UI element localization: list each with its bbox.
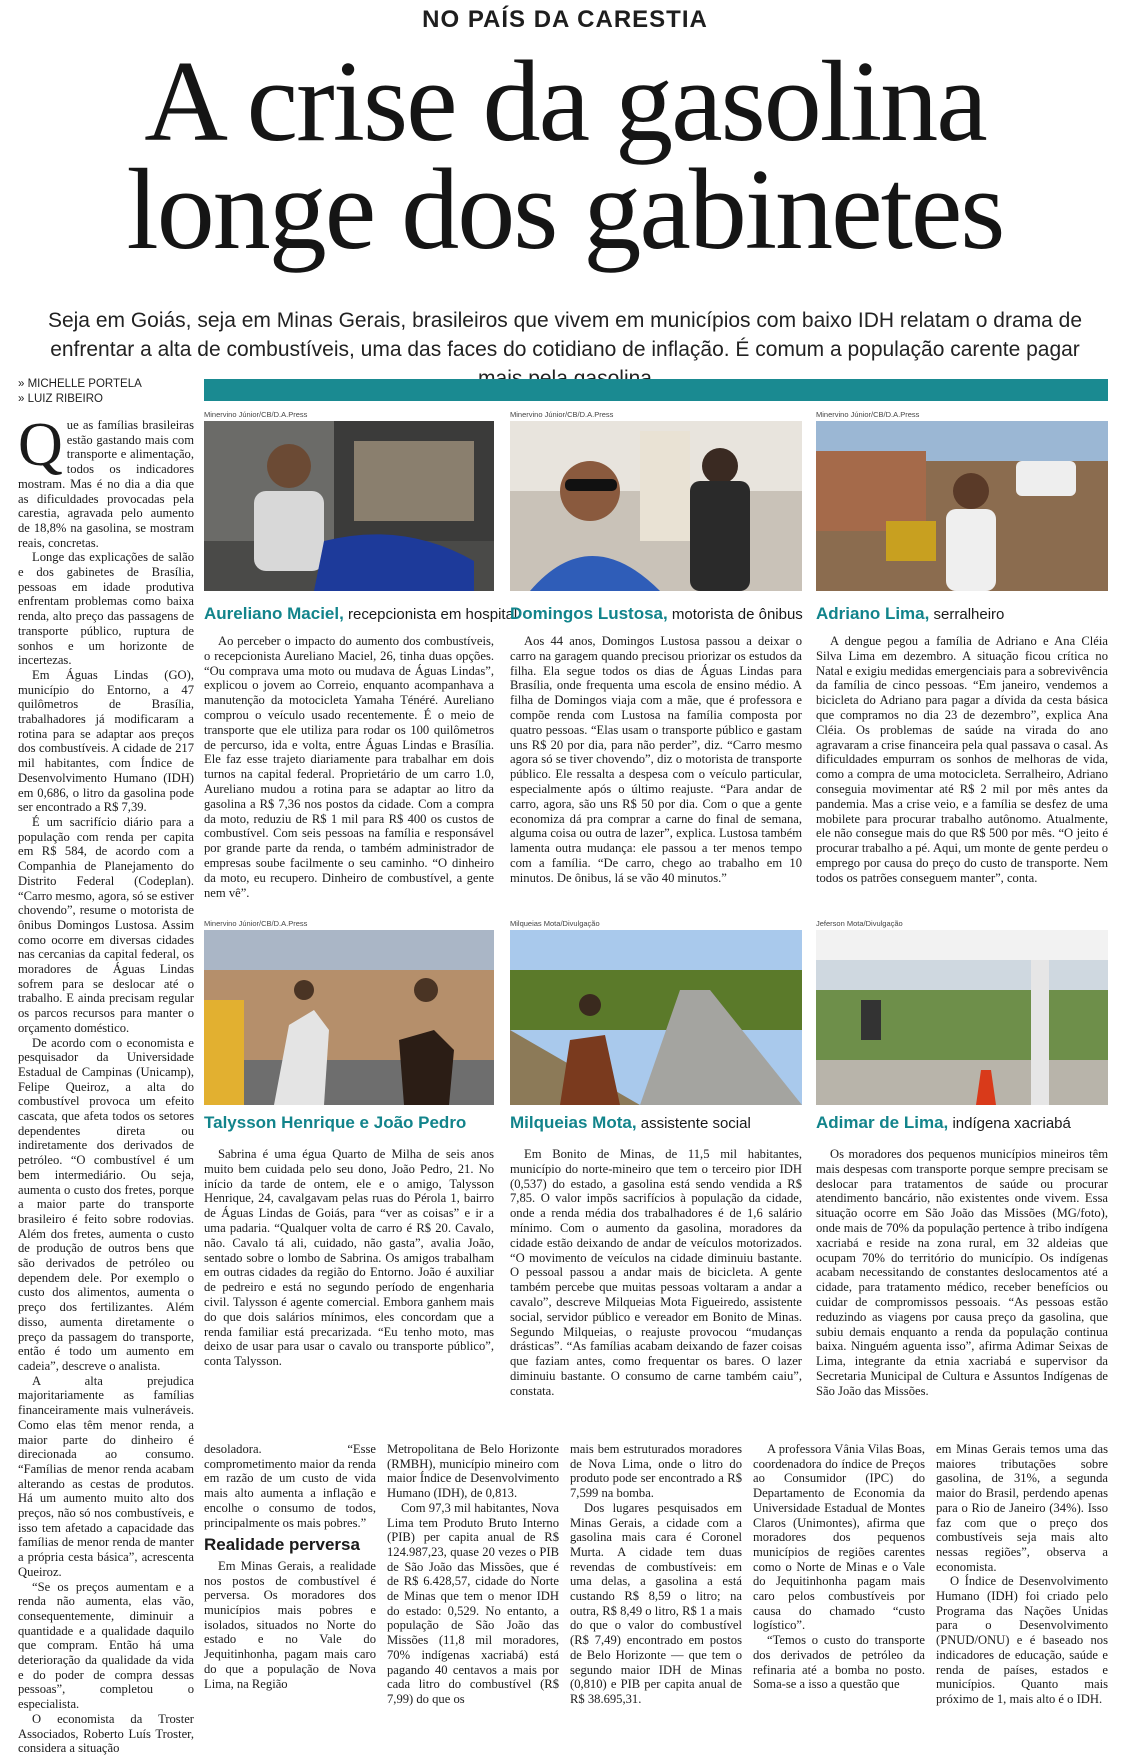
story-domingos: Aos 44 anos, Domingos Lustosa passou a deixar o carro na garagem quando precisou priorizar os estudos da filha. Ela segue todos os dias de Águas Lindas para Brasília, onde frequenta uma escola de ensino médio. A filha de Domingos viaja com a mãe, que é professora e compõe renda com Lustosa na família composta por quatro pessoas. “Elas usam o transporte público e gastam uns R$ 20 por dia, para não perder”, diz. “Carro mesmo agora só se tiver chovendo”, diz o motorista de transporte público. Ele ressalta a despesa com o veículo particular, especialmente após o último reajuste. “Para andar de carro, agora, são uns R$ 50 por dia. Com o que a gente economiza dá pra comprar a carne do final de semana, alguma coisa ou outra de lazer”, explica. Lustosa também lamenta outra mudança: ele passou a ter menos tempo com a família. “De carro, chego ao trabalho em 10 minutos. De ônibus, lá se vão 40 minutos.” [510, 634, 802, 885]
caption-talysson [204, 1113, 466, 1133]
photo-credit: Minervino Júnior/CB/D.A.Press [816, 410, 920, 419]
profile-name: Talysson Henrique e João Pedro [204, 1113, 467, 1132]
photo-credit: Minervino Júnior/CB/D.A.Press [204, 919, 308, 928]
headline [0, 38, 1130, 274]
kicker: NO PAÍS DA CARESTIA [422, 6, 708, 33]
profile-name: Adriano Lima, [816, 604, 930, 623]
deck: Seja em Goiás, seja em Minas Gerais, brasileiros que vivem em municípios com baixo IDH relatam o drama de enfrentar a alta de combustíveis, uma das faces do cotidiano de inflação. É comum a população carente pagar [47, 309, 1083, 361]
story-adimar: Os moradores dos pequenos municípios mineiros têm mais despesas com transporte porque sempre precisam se deslocar para tratamentos de saúde ou procurar atendimento bancário, não existentes onde vivem. Essa situação ocorre em São João das Missões (MG/foto), onde mais de 70% da população pertence à tribo indígena xacriabá e reside na zona rural, em 32 aldeias que ocupam 70% do território do município. Os indígenas acabam necessitando de constantes deslocamentos até a cidade, para tratamento médico, receber benefícios ou cuidar de compromissos pessoais. “As pessoas estão reduzindo as viagens por causa preço da gasolina, que subiu demais enquanto a renda da população continua baixa. Ninguém aguenta isso”, afirma Adimar Seixas de Lima, integrante da etnia xacriabá e supervisor da Secretaria Municipal de Cultura e Assuntos Indígenas de São João das Missões. [816, 1147, 1108, 1398]
main-paragraph: “Se os preços aumentam e a renda não aumenta, elas vão, consequentemente, diminuir a quantidade e a qualidade daquilo que compram. Então há uma deterioração da qualidade da vida e do poder de compra dessas pessoas”, completou o especialista. [18, 1579, 194, 1712]
profile-role: motorista de ônibus [671, 606, 803, 623]
main-paragraph: Em Águas Lindas (GO), município do Entorno, a 47 quilômetros de Brasília, trabalhadores já modificaram a rotina para se adaptar aos preços dos combustíveis. A cidade de 217 mil habitantes, com Índice de Desenvolvimento Humano (IDH) em 0,686, o litro da gasolina pode ser encontrado a R$ 7,39. [18, 667, 194, 815]
bottom-column-4: A professora Vânia Vilas Boas, coordenadora do índice de Preços ao Consumidor (IPC) do Departamento de Economia da Universidade Estadual de Montes Claros (Unimontes), afirma que moradores dos pequenos municípios de regiões carentes como o Norte de Minas e o Vale do Jequitinhonha pagam mais caro pelos combustíveis por causa do chamado “custo logístico”. “Temos o custo do transporte dos derivados de petróleo da refinaria até a bomba no posto. Soma-se a isso a questão que [753, 1442, 925, 1692]
byline-author-1: » MICHELLE PORTELA [18, 378, 142, 390]
photo-credit: Minervino Júnior/CB/D.A.Press [510, 410, 614, 419]
bottom-column-3: mais bem estruturados moradores de Nova Lima, onde o litro do produto pode ser encontrado a R$ 7,599 na bomba. Dos lugares pesquisados em Minas Gerais, a cidade com a gasolina mais cara é Coronel Murta. A cidade tem duas revendas de combustíveis: em uma delas, a gasolina a está custando R$ 8,59 o litro; na outra, R$ 8,49 o litro, R$ 1 a mais do que o valor do combustível (R$ 7,49) encontrado em postos de Belo Horizonte — que tem o segundo maior IDH de Minas (0,810) e PIB per capita anual de R$ 38.695,31. [570, 1442, 742, 1706]
story-milqueias: Em Bonito de Minas, de 11,5 mil habitantes, município do norte-mineiro que tem o terceiro pior IDH (0,537) do estado, a gasolina está sendo vendida a R$ 7,85. O valor impõs sacrifícios à população da cidade, onde a renda média dos trabalhadores é de 1,6 salário mínimo. Com o aumento da gasolina, moradores da cidade estão deixando de andar de veículos motorizados. “O movimento de veículos na cidade diminuiu bastante. O pessoal passou a andar mais de bicicleta. A gente também percebe que muitas pessoas voltaram a andar a cavalo”, descreve Milqueias Mota Figueiredo, assistente social, servidor público e vereador em Bonito de Minas. Segundo Milqueias, o reajuste provocou “mudanças drásticas”. “As famílias acabam deixando de fazer coisas que faziam antes, como frequentar os bares. O lazer diminuiu bastante. O consumo de carne também caiu”, constata. [510, 1147, 802, 1398]
story-aureliano: Ao perceber o impacto do aumento dos combustíveis, o recepcionista Aureliano Maciel, 26, tinha duas opções. “Ou comprava uma moto ou mudava de Águas Lindas”, explicou o jovem ao Correio, enquanto acompanhava a manutenção da motocicleta Yamaha Ténéré. Aureliano comprou o veículo usado recentemente. É o meio de transporte que ele utiliza para rodar os 100 quilômetros de percurso, ida e volta, entre Águas Lindas e Brasília. Ele faz esse trajeto diariamente para trabalhar em dois turnos na capital federal. Proprietário de um carro 1.0, Aureliano mudou a rotina para se adaptar ao litro da gasolina a R$ 7,36 nos postos da cidade. Com a compra da moto, reduziu de R$ 1 mil para R$ 400 os custos de combustível. Com seis pessoas na família e responsável por grande parte da renda, o também administrador de empresas soube facilmente o seu caminho. “O dinheiro da moto, eu recupero. Dinheiro de combustível, a gente nem vê”. [204, 634, 494, 900]
photo-credit: Minervino Júnior/CB/D.A.Press [204, 410, 308, 419]
main-paragraph: A alta prejudica majoritariamente as famílias financeiramente mais vulneráveis. Como elas têm menor renda, a maior parte do dinheiro é direcionada ao consumo. “Famílias de menor renda acabam alterando as cestas de produtos. Há um aumento muito alto dos preços, não só nos combustíveis, e isso tem afetado a capacidade das famílias de menor renda de manter a própria cesta básica”, acrescenta Queiroz. [18, 1373, 194, 1579]
main-paragraph: Longe das explicações de salão e dos gabinetes de Brasília, pessoas em idade produtiva enfrentam problemas como baixa renda, alto preço das passagens de transporte público, ruptura de sonhos e um horizonte de incertezas. [18, 550, 194, 668]
photo-adriano [816, 421, 1108, 591]
profile-role: assistente social [640, 1115, 751, 1132]
profile-name: Adimar de Lima, [816, 1113, 949, 1132]
photo-adimar [816, 930, 1108, 1105]
photo-milqueias [510, 930, 802, 1105]
story-adriano: A dengue pegou a família de Adriano e Ana Cléia Silva Lima em dezembro. A situação ficou crítica no Natal e exigiu medidas emergenciais para a sobrevivência da família de cinco pessoas. “Em janeiro, vendemos a bicicleta do Adriano para pagar a dívida da cesta básica que compramos no dia 23 de dezembro”, explica Ana Cléia. Os problemas de saúde na virada do ano agravaram a crise financeira pela qual passava o casal. As dificuldades empurram os sonhos de melhoras de vida, como a compra de uma motocicleta. Serralheiro, Adriano conseguia movimentar até R$ 2 mil por mês antes da pandemia. Mas a crise veio, e a família se desfez de uma mobilete para procurar trabalho autônomo. Atualmente, ele não consegue mais do que R$ 500 por mês. “O jeito é procurar trabalho a pé. Aqui, um monte de gente perdeu o emprego por causa do preço do custo de transporte. Nem todos os patrões conseguem manter”, conta. [816, 634, 1108, 885]
main-text-column [18, 411, 194, 1756]
caption-domingos [510, 604, 803, 624]
caption-adimar [816, 1113, 1071, 1133]
caption-milqueias [510, 1113, 751, 1133]
headline-line-1: A crise da gasolina [144, 38, 986, 166]
photo-domingos [510, 421, 802, 591]
profile-name: Aureliano Maciel, [204, 604, 344, 623]
photo-aureliano [204, 421, 494, 591]
dropcap: Q [18, 411, 63, 479]
profile-role: recepcionista em hospital [348, 606, 518, 623]
profile-name: Domingos Lustosa, [510, 604, 668, 623]
bottom-column-2: Metropolitana de Belo Horizonte (RMBH), município mineiro com maior Índice de Desenvolvimento Humano (IDH), de 0,813. Com 97,3 mil habitantes, Nova Lima tem Produto Bruto Interno (PIB) per capita anual de R$ 124.987,23, quase 20 vezes o PIB de São João das Missões, que é de R$ 6.428,57, cidade do Norte de Minas que tem o menor IDH do estado: 0,529. No entanto, a população de São João das Missões (11,8 mil moradores, 70% indígenas xacriabá) está pagando 40 centavos a mais por cada litro do combustível (R$ 7,99) do que os [387, 1442, 559, 1706]
main-paragraph: O economista da Troster Associados, Roberto Luís Troster, considera a situação [18, 1711, 194, 1756]
main-paragraph: De acordo com o economista e pesquisador da Universidade Estadual de Campinas (Unicamp), Felipe Queiroz, a alta do combustível provoca um efeito cascata, que afeta todos os setores dependentes direta ou indiretamente dos derivados de petróleo. “O combustível é um bem intermediário. Ou seja, aumenta o custo dos fretes, porque a maior parte do transporte brasileiro é feito sobre rodovias. Além dos fretes, aumenta o custo de produção de outros bens que são derivados de petróleo ou dependem dele. Por exemplo o custo dos alimentos, aumenta o preço dos fertilizantes. Além disso, aumenta diretamente o preço da passagem do transporte, então é todo um aumento em cadeia”, descreve o analista. [18, 1035, 194, 1373]
subhead: Realidade perversa [204, 1535, 360, 1555]
byline [18, 377, 142, 407]
section-bar [204, 379, 1108, 401]
story-talysson: Sabrina é uma égua Quarto de Milha de seis anos muito bem cuidada pelo seu dono, João Pedro, 21. No início da tarde de ontem, ele e o amigo, Talysson Henrique, 24, cavalgavam pelas ruas do Pérola 1, bairro de Águas Lindas de Goiás, para “ver as coisas” e ir a uma padaria. “Qualquer volta de carro é R$ 20. Cavalo, não. Cavalo tá ali, cuidado, não gasta”, avalia João, sentado sobre o lombo de Sabrina. Os amigos trabalham em outras cidades da região do Entorno. João é auxiliar de pedreiro e está no segundo período de engenharia civil. Talysson é agente comercial. Embora ganhem mais do que dois salários mínimos, eles concordam que a renda familiar está precarizada. “Eu tenho moto, mas deixo de usar para usar o cavalo ou transporte público”, conta Talysson. [204, 1147, 494, 1369]
byline-author-2: » LUIZ RIBEIRO [18, 393, 103, 405]
caption-aureliano [204, 604, 517, 624]
bottom-column-5: em Minas Gerais temos uma das maiores tributações sobre gasolina, de 31%, a segunda maior do Brasil, perdendo apenas para o Rio de Janeiro (34%). Isso faz com que o preço dos combustíveis seja mais alto nessas regiões”, observa a economista. O Índice de Desenvolvimento Humano (IDH) foi criado pelo Programa das Nações Unidas para o Desenvolvimento (PNUD/ONU) e é baseado nos indicadores de educação, saúde e renda de países, estados e municípios. Quanto mais próximo de 1, mais alto é o IDH. [936, 1442, 1108, 1706]
profile-role: indígena xacriabá [952, 1115, 1071, 1132]
bottom-column-1: desoladora. “Esse comprometimento maior da renda em razão de um custo de vida mais alto aumenta a inflação e encolhe o consumo de todos, principalmente os mais pobres.” Realidade perversa Em Minas Gerais, a realidade nos postos de combustível é perversa. Os moradores dos municípios mais pobres e isolados, situados no Norte do estado e no Vale do Jequitinhonha, pagam mais caro do que a população de Nova Lima, na Região [204, 1442, 376, 1691]
caption-adriano [816, 604, 1004, 624]
headline-line-2: longe dos gabinetes [126, 146, 1004, 274]
photo-credit: Milqueias Mota/Divulgação [510, 919, 600, 928]
profile-role: serralheiro [933, 606, 1005, 623]
photo-talysson [204, 930, 494, 1105]
photo-credit: Jeferson Mota/Divulgação [816, 919, 903, 928]
main-paragraph: É um sacrifício diário para a população com renda per capita em R$ 584, de acordo com a Companhia de Planejamento do Distrito Federal (Codeplan). “Carro mesmo, agora, só se estiver chovendo”, resume o motorista de ônibus Domingos Lustosa. Assim como ocorre em diversas cidades nas cercanias da capital federal, os moradores de Águas Lindas sofrem para se deslocar até o trabalho. E ainda precisam regular os parcos recursos para manter o orçamento doméstico. [18, 814, 194, 1035]
main-paragraph-1: Que as famílias brasileiras estão gastando mais com transporte e alimentação, todos os indicadores mostram. Mas é no dia a dia que as dificuldades provocadas pela carestia, agravada pelo aumento de 18,8% na gasolina, se mostram reais, concretas. [18, 411, 194, 550]
profile-name: Milqueias Mota, [510, 1113, 637, 1132]
